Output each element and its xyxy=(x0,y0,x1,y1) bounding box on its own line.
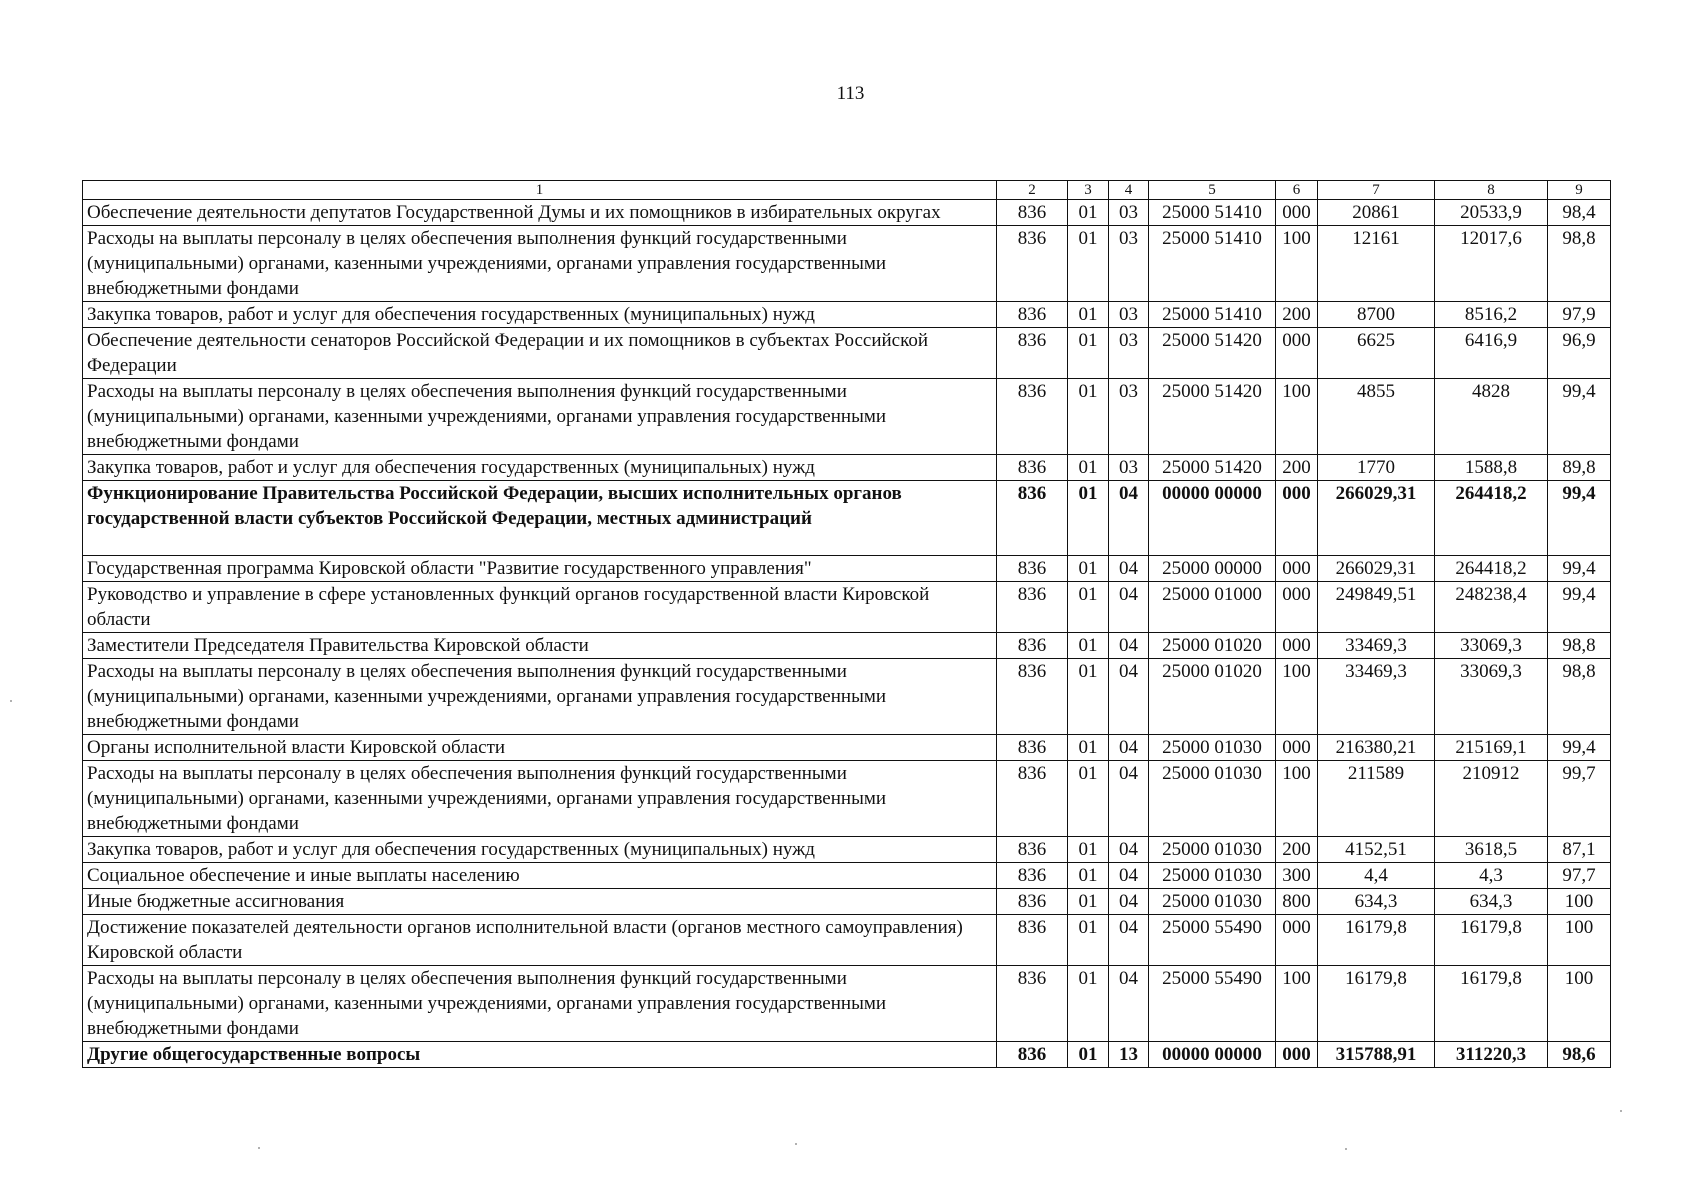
cell-section: 01 xyxy=(1068,633,1109,659)
cell-section: 01 xyxy=(1068,302,1109,328)
row-name: Обеспечение деятельности депутатов Государственной Думы и их помощников в избирательных округах xyxy=(83,200,997,226)
cell-admin-code: 836 xyxy=(997,226,1068,302)
row-name: Заместители Председателя Правительства Кировской области xyxy=(83,633,997,659)
cell-target-article: 25000 01030 xyxy=(1149,761,1276,837)
cell-expense-type: 800 xyxy=(1276,889,1318,915)
cell-subsection: 04 xyxy=(1109,889,1149,915)
cell-executed: 20533,9 xyxy=(1435,200,1548,226)
cell-executed: 210912 xyxy=(1435,761,1548,837)
cell-planned: 634,3 xyxy=(1318,889,1435,915)
cell-planned: 4855 xyxy=(1318,379,1435,455)
cell-target-article: 25000 01020 xyxy=(1149,633,1276,659)
header-row xyxy=(83,181,1611,200)
table-row xyxy=(83,200,1611,226)
table-row xyxy=(83,633,1611,659)
col-header-9: 9 xyxy=(1548,181,1611,200)
cell-executed: 264418,2 xyxy=(1435,481,1548,556)
cell-planned: 16179,8 xyxy=(1318,915,1435,966)
cell-section: 01 xyxy=(1068,226,1109,302)
cell-admin-code: 836 xyxy=(997,659,1068,735)
cell-subsection: 03 xyxy=(1109,200,1149,226)
cell-executed: 16179,8 xyxy=(1435,966,1548,1042)
cell-target-article: 25000 51420 xyxy=(1149,328,1276,379)
cell-planned: 4152,51 xyxy=(1318,837,1435,863)
cell-expense-type: 100 xyxy=(1276,226,1318,302)
cell-expense-type: 300 xyxy=(1276,863,1318,889)
cell-executed: 634,3 xyxy=(1435,889,1548,915)
cell-admin-code: 836 xyxy=(997,582,1068,633)
cell-admin-code: 836 xyxy=(997,1042,1068,1068)
col-header-8: 8 xyxy=(1435,181,1548,200)
table-row xyxy=(83,966,1611,1042)
cell-planned: 266029,31 xyxy=(1318,481,1435,556)
cell-admin-code: 836 xyxy=(997,556,1068,582)
row-name: Обеспечение деятельности сенаторов Российской Федерации и их помощников в субъектах Российской Федерации xyxy=(83,328,997,379)
col-header-3: 3 xyxy=(1068,181,1109,200)
cell-admin-code: 836 xyxy=(997,837,1068,863)
cell-section: 01 xyxy=(1068,761,1109,837)
cell-percent: 97,7 xyxy=(1548,863,1611,889)
cell-percent: 98,8 xyxy=(1548,226,1611,302)
table-row xyxy=(83,328,1611,379)
cell-target-article: 25000 01020 xyxy=(1149,659,1276,735)
cell-admin-code: 836 xyxy=(997,889,1068,915)
cell-subsection: 03 xyxy=(1109,379,1149,455)
cell-percent: 98,8 xyxy=(1548,633,1611,659)
row-name: Закупка товаров, работ и услуг для обеспечения государственных (муниципальных) нужд xyxy=(83,837,997,863)
table-row xyxy=(83,915,1611,966)
cell-target-article: 25000 01030 xyxy=(1149,889,1276,915)
cell-percent: 98,8 xyxy=(1548,659,1611,735)
cell-section: 01 xyxy=(1068,481,1109,556)
cell-executed: 215169,1 xyxy=(1435,735,1548,761)
cell-percent: 100 xyxy=(1548,889,1611,915)
cell-admin-code: 836 xyxy=(997,966,1068,1042)
cell-executed: 16179,8 xyxy=(1435,915,1548,966)
cell-subsection: 04 xyxy=(1109,735,1149,761)
cell-subsection: 04 xyxy=(1109,659,1149,735)
table-row xyxy=(83,889,1611,915)
cell-subsection: 04 xyxy=(1109,481,1149,556)
cell-subsection: 03 xyxy=(1109,226,1149,302)
table-row xyxy=(83,455,1611,481)
table-row-section-total xyxy=(83,1042,1611,1068)
table-row-section-total xyxy=(83,481,1611,556)
cell-section: 01 xyxy=(1068,889,1109,915)
col-header-2: 2 xyxy=(997,181,1068,200)
cell-percent: 98,4 xyxy=(1548,200,1611,226)
cell-expense-type: 000 xyxy=(1276,481,1318,556)
col-header-4: 4 xyxy=(1109,181,1149,200)
col-header-6: 6 xyxy=(1276,181,1318,200)
cell-executed: 264418,2 xyxy=(1435,556,1548,582)
scan-speck xyxy=(1620,1110,1622,1112)
cell-planned: 315788,91 xyxy=(1318,1042,1435,1068)
row-name: Функционирование Правительства Российской Федерации, высших исполнительных органов государственной власти субъектов Российской Федерации, местных администраций xyxy=(83,481,997,556)
row-name: Закупка товаров, работ и услуг для обеспечения государственных (муниципальных) нужд xyxy=(83,302,997,328)
table-row xyxy=(83,659,1611,735)
cell-executed: 12017,6 xyxy=(1435,226,1548,302)
table-row xyxy=(83,761,1611,837)
cell-admin-code: 836 xyxy=(997,633,1068,659)
cell-executed: 6416,9 xyxy=(1435,328,1548,379)
cell-expense-type: 000 xyxy=(1276,1042,1318,1068)
cell-subsection: 04 xyxy=(1109,633,1149,659)
cell-percent: 89,8 xyxy=(1548,455,1611,481)
cell-admin-code: 836 xyxy=(997,735,1068,761)
cell-section: 01 xyxy=(1068,582,1109,633)
table-row xyxy=(83,582,1611,633)
cell-admin-code: 836 xyxy=(997,761,1068,837)
row-name: Иные бюджетные ассигнования xyxy=(83,889,997,915)
cell-planned: 1770 xyxy=(1318,455,1435,481)
table-row xyxy=(83,226,1611,302)
cell-expense-type: 000 xyxy=(1276,633,1318,659)
cell-target-article: 00000 00000 xyxy=(1149,1042,1276,1068)
row-name: Расходы на выплаты персоналу в целях обеспечения выполнения функций государственными (муниципальными) органами, казенными учреждениями, органами управления государственными внебюджетными фондами xyxy=(83,761,997,837)
cell-section: 01 xyxy=(1068,1042,1109,1068)
row-name: Расходы на выплаты персоналу в целях обеспечения выполнения функций государственными (муниципальными) органами, казенными учреждениями, органами управления государственными внебюджетными фондами xyxy=(83,966,997,1042)
row-name: Руководство и управление в сфере установленных функций органов государственной власти Кировской области xyxy=(83,582,997,633)
cell-percent: 99,4 xyxy=(1548,379,1611,455)
cell-expense-type: 000 xyxy=(1276,200,1318,226)
cell-percent: 99,4 xyxy=(1548,735,1611,761)
cell-executed: 248238,4 xyxy=(1435,582,1548,633)
cell-subsection: 04 xyxy=(1109,863,1149,889)
cell-section: 01 xyxy=(1068,200,1109,226)
cell-target-article: 25000 51420 xyxy=(1149,455,1276,481)
cell-section: 01 xyxy=(1068,863,1109,889)
cell-subsection: 03 xyxy=(1109,455,1149,481)
cell-subsection: 03 xyxy=(1109,302,1149,328)
page-number: 113 xyxy=(836,83,865,104)
cell-subsection: 04 xyxy=(1109,915,1149,966)
cell-admin-code: 836 xyxy=(997,455,1068,481)
cell-section: 01 xyxy=(1068,966,1109,1042)
cell-expense-type: 000 xyxy=(1276,735,1318,761)
cell-planned: 216380,21 xyxy=(1318,735,1435,761)
cell-admin-code: 836 xyxy=(997,481,1068,556)
scan-speck xyxy=(258,1147,260,1149)
row-name: Расходы на выплаты персоналу в целях обеспечения выполнения функций государственными (муниципальными) органами, казенными учреждениями, органами управления государственными внебюджетными фондами xyxy=(83,659,997,735)
cell-target-article: 25000 01000 xyxy=(1149,582,1276,633)
col-header-7: 7 xyxy=(1318,181,1435,200)
col-header-5: 5 xyxy=(1149,181,1276,200)
cell-percent: 100 xyxy=(1548,915,1611,966)
cell-admin-code: 836 xyxy=(997,863,1068,889)
cell-target-article: 25000 51410 xyxy=(1149,200,1276,226)
budget-table xyxy=(82,180,1611,1068)
table-row xyxy=(83,379,1611,455)
cell-admin-code: 836 xyxy=(997,302,1068,328)
cell-executed: 1588,8 xyxy=(1435,455,1548,481)
cell-percent: 97,9 xyxy=(1548,302,1611,328)
scan-speck xyxy=(795,1143,797,1145)
cell-admin-code: 836 xyxy=(997,915,1068,966)
cell-admin-code: 836 xyxy=(997,200,1068,226)
cell-executed: 311220,3 xyxy=(1435,1042,1548,1068)
table-row xyxy=(83,863,1611,889)
scan-speck xyxy=(10,700,12,702)
col-header-1: 1 xyxy=(83,181,997,200)
row-name: Расходы на выплаты персоналу в целях обеспечения выполнения функций государственными (муниципальными) органами, казенными учреждениями, органами управления государственными внебюджетными фондами xyxy=(83,226,997,302)
cell-target-article: 25000 01030 xyxy=(1149,837,1276,863)
cell-expense-type: 100 xyxy=(1276,761,1318,837)
cell-subsection: 04 xyxy=(1109,761,1149,837)
row-name: Государственная программа Кировской области "Развитие государственного управления" xyxy=(83,556,997,582)
cell-expense-type: 100 xyxy=(1276,379,1318,455)
scan-speck xyxy=(1345,1148,1347,1150)
cell-section: 01 xyxy=(1068,659,1109,735)
cell-planned: 20861 xyxy=(1318,200,1435,226)
row-name: Социальное обеспечение и иные выплаты населению xyxy=(83,863,997,889)
row-name: Расходы на выплаты персоналу в целях обеспечения выполнения функций государственными (муниципальными) органами, казенными учреждениями, органами управления государственными внебюджетными фондами xyxy=(83,379,997,455)
cell-executed: 8516,2 xyxy=(1435,302,1548,328)
cell-planned: 211589 xyxy=(1318,761,1435,837)
cell-planned: 33469,3 xyxy=(1318,659,1435,735)
cell-planned: 249849,51 xyxy=(1318,582,1435,633)
cell-target-article: 25000 51410 xyxy=(1149,226,1276,302)
table-row xyxy=(83,556,1611,582)
cell-section: 01 xyxy=(1068,837,1109,863)
cell-section: 01 xyxy=(1068,556,1109,582)
cell-subsection: 04 xyxy=(1109,966,1149,1042)
cell-subsection: 04 xyxy=(1109,837,1149,863)
cell-target-article: 25000 51420 xyxy=(1149,379,1276,455)
cell-planned: 12161 xyxy=(1318,226,1435,302)
table-row xyxy=(83,302,1611,328)
cell-planned: 33469,3 xyxy=(1318,633,1435,659)
cell-subsection: 03 xyxy=(1109,328,1149,379)
cell-target-article: 25000 01030 xyxy=(1149,735,1276,761)
cell-section: 01 xyxy=(1068,455,1109,481)
cell-planned: 6625 xyxy=(1318,328,1435,379)
table-row xyxy=(83,837,1611,863)
cell-target-article: 25000 01030 xyxy=(1149,863,1276,889)
cell-expense-type: 100 xyxy=(1276,966,1318,1042)
cell-percent: 99,4 xyxy=(1548,556,1611,582)
cell-planned: 8700 xyxy=(1318,302,1435,328)
cell-executed: 4828 xyxy=(1435,379,1548,455)
cell-expense-type: 100 xyxy=(1276,659,1318,735)
cell-target-article: 00000 00000 xyxy=(1149,481,1276,556)
cell-planned: 4,4 xyxy=(1318,863,1435,889)
cell-executed: 3618,5 xyxy=(1435,837,1548,863)
row-name: Достижение показателей деятельности органов исполнительной власти (органов местного самоуправления) Кировской области xyxy=(83,915,997,966)
cell-expense-type: 000 xyxy=(1276,328,1318,379)
table-row xyxy=(83,735,1611,761)
cell-percent: 98,6 xyxy=(1548,1042,1611,1068)
cell-admin-code: 836 xyxy=(997,328,1068,379)
cell-expense-type: 200 xyxy=(1276,455,1318,481)
cell-expense-type: 000 xyxy=(1276,556,1318,582)
cell-subsection: 04 xyxy=(1109,556,1149,582)
cell-subsection: 04 xyxy=(1109,582,1149,633)
row-name: Другие общегосударственные вопросы xyxy=(83,1042,997,1068)
cell-expense-type: 200 xyxy=(1276,837,1318,863)
cell-planned: 266029,31 xyxy=(1318,556,1435,582)
cell-percent: 99,7 xyxy=(1548,761,1611,837)
row-name: Закупка товаров, работ и услуг для обеспечения государственных (муниципальных) нужд xyxy=(83,455,997,481)
cell-section: 01 xyxy=(1068,915,1109,966)
cell-target-article: 25000 55490 xyxy=(1149,966,1276,1042)
cell-target-article: 25000 00000 xyxy=(1149,556,1276,582)
cell-expense-type: 200 xyxy=(1276,302,1318,328)
cell-percent: 87,1 xyxy=(1548,837,1611,863)
cell-planned: 16179,8 xyxy=(1318,966,1435,1042)
cell-percent: 99,4 xyxy=(1548,582,1611,633)
cell-section: 01 xyxy=(1068,328,1109,379)
cell-executed: 4,3 xyxy=(1435,863,1548,889)
cell-executed: 33069,3 xyxy=(1435,659,1548,735)
cell-target-article: 25000 55490 xyxy=(1149,915,1276,966)
cell-target-article: 25000 51410 xyxy=(1149,302,1276,328)
cell-expense-type: 000 xyxy=(1276,915,1318,966)
row-name: Органы исполнительной власти Кировской области xyxy=(83,735,997,761)
cell-section: 01 xyxy=(1068,735,1109,761)
cell-admin-code: 836 xyxy=(997,379,1068,455)
cell-percent: 100 xyxy=(1548,966,1611,1042)
cell-section: 01 xyxy=(1068,379,1109,455)
cell-percent: 99,4 xyxy=(1548,481,1611,556)
cell-subsection: 13 xyxy=(1109,1042,1149,1068)
cell-expense-type: 000 xyxy=(1276,582,1318,633)
cell-percent: 96,9 xyxy=(1548,328,1611,379)
cell-executed: 33069,3 xyxy=(1435,633,1548,659)
